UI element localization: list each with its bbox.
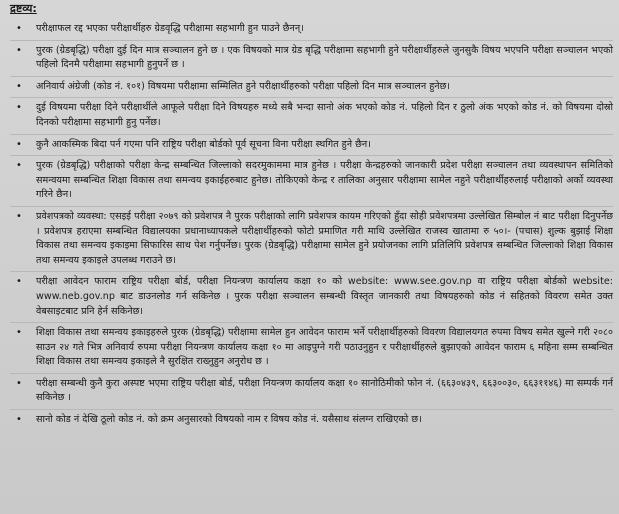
bullet-icon: • bbox=[16, 44, 22, 56]
note-text: शिक्षा विकास तथा समन्वय इकाइहरुले पुरक (ग्रेडबृद्धि) परीक्षामा सामेल हुन आवेदन फाराम भर्ने परीक्षार्थीहरुको विवरण विद्यालयगत रुपमा विषय समेत खुल्ने गरी २०८० साउन २४ गते भित्र अनिवार्य रुपमा परीक्षा नियन्त्रण कार्यालय कक्षा १० मा आइपुग्ने गरी पठाउनुहुन र परीक्षार्थीहरुले बुझाएको आवेदन फाराम ६ महिना सम्म सम्बन्धित शिक्षा विकास तथा समन्वय इकाइले नै सुरक्षित राख्नुहुन अनुरोध छ । bbox=[36, 327, 613, 368]
list-item bbox=[10, 206, 613, 271]
notes-list bbox=[10, 19, 613, 431]
list-item bbox=[10, 19, 613, 40]
bullet-icon: • bbox=[16, 23, 22, 34]
bullet-icon: • bbox=[16, 102, 22, 114]
note-text: कुनै आकस्मिक बिदा पर्न गएमा पनि राष्ट्रिय परीक्षा बोर्डको पूर्व सूचना विना परीक्षा स्थगित हुने छैन। bbox=[36, 138, 371, 150]
bullet-icon: • bbox=[16, 377, 22, 389]
bullet-icon: • bbox=[16, 210, 22, 222]
note-text: प्रवेशपत्रको व्यवस्था: एसइई परीक्षा २०७९ को प्रवेशपत्र नै पुरक परीक्षाको लागि प्रवेशपत्र कायम गरिएको हुँदा सोही प्रवेशपत्रमा उल्लेखित सिम्बोल नं बाट परीक्षा दिनुपर्नेछ । प्रवेशपत्र हराएमा सम्बन्धित विद्यालयका प्रधानाध्यापकले परीक्षार्थीहरुको फोटो प्रमाणित गरी माथि उल्लेखित राजस्व खातामा रु ५०।- (पचास) शुल्क बुझाई शिक्षा विकास तथा समन्वय इकाइमा सिफारिस साथ पेश गर्नुपर्नेछ। पुरक (ग्रेडबृद्धि) परीक्षामा सामेल हुने प्रयोजनका लागि प्रतिलिपि प्रवेशपत्र सम्बन्धित जिल्लाको शिक्षा विकास तथा समन्वय इकाइले उपलब्ध गराउने छ। bbox=[36, 210, 613, 266]
notes-heading: द्रष्टव्य: bbox=[10, 2, 37, 15]
list-item bbox=[10, 271, 613, 322]
note-text: पुरक (ग्रेडबृद्धि) परीक्षा दुई दिन मात्र सञ्चालन हुने छ । एक विषयको मात्र ग्रेड बृद्धि परीक्षामा सहभागी हुने परीक्षार्थीहरुले जुनसुकै विषय भएपनि परीक्षा सञ्चालन भएको पहिलो दिनमै परीक्षामा सहभागी हुनुपर्ने छ । bbox=[36, 44, 613, 71]
list-item bbox=[10, 322, 613, 373]
bullet-icon: • bbox=[16, 80, 22, 92]
note-text: परीक्षाफल रद्द भएका परीक्षार्थीहरु ग्रेडवृद्धि परीक्षामा सहभागी हुन पाउने छैनन्। bbox=[36, 23, 304, 34]
note-text: अनिवार्य अंग्रेजी (कोड नं. १०१) विषयमा परीक्षामा सम्मिलित हुने परीक्षार्थीहरुको परीक्षा पहिलो दिन मात्र सञ्चालन हुनेछ। bbox=[36, 80, 450, 92]
bullet-icon: • bbox=[16, 160, 22, 172]
bullet-icon: • bbox=[16, 138, 22, 150]
note-text: परीक्षा आवेदन फाराम राष्ट्रिय परीक्षा बोर्ड, परीक्षा नियन्त्रण कार्यालय कक्षा १० को website: www.see.gov.np वा राष्ट्रिय परीक्षा बोर्डको website: www.neb.gov.np बाट डाउनलोड गर्न सकिनेछ । पुरक परीक्षा सञ्चालन सम्बन्धी विस्तृत जानकारी तथा विषयहरुको कोड नं सहितको विवरण समेत उक्त वेबसाइटबाट प्रनि हेर्न सकिनेछ। bbox=[36, 276, 613, 317]
list-item bbox=[10, 97, 613, 133]
note-text: दुई विषयमा परीक्षा दिने परीक्षार्थीले आफूले परीक्षा दिने विषयहरु मध्ये सबै भन्दा सानो अंक भएको कोड नं. पहिलो दिन र ठुलो अंक भएको कोड नं. को विषयमा दोस्रो दिनको परीक्षामा सहभागी हुनु पर्नेछ। bbox=[36, 102, 613, 128]
list-item bbox=[10, 134, 613, 156]
bullet-icon: • bbox=[16, 414, 22, 426]
note-text: पुरक (ग्रेडबृद्धि) परीक्षाको परीक्षा केन्द्र सम्बन्धित जिल्लाको सदरमुकाममा मात्र हुनेछ । परीक्षा केन्द्रहरुको जानकारी प्रदेश परीक्षा सञ्चालन तथा व्यवस्थापन समितिको समन्वयमा सम्बन्धित शिक्षा विकास तथा समन्वय इकाईहरुबाट हुनेछ। तोकिएको केन्द्र र तालिका अनुसार परीक्षामा सामेल नहुने परीक्षार्थीहरुलाई परीक्षाको अर्को व्यवस्था गरिने छैन। bbox=[36, 160, 613, 201]
list-item bbox=[10, 40, 613, 76]
list-item bbox=[10, 76, 613, 98]
note-text: परीक्षा सम्बन्धी कुनै कुरा अस्पष्ट भएमा राष्ट्रिय परीक्षा बोर्ड, परीक्षा नियन्त्रण कार्यालय कक्षा १० सानोठिमीको फोन नं. (६६३०४३९, ६६३००३०, ६६३११४६) मा सम्पर्क गर्न सकिनेछ । bbox=[36, 377, 613, 404]
list-item bbox=[10, 373, 613, 409]
list-item bbox=[10, 155, 613, 206]
bullet-icon: • bbox=[16, 327, 22, 339]
note-text: सानो कोड नं देखि ठूलो कोड नं. को क्रम अनुसारको विषयको नाम र विषय कोड नं. यसैसाथ संलग्न राखिएको छ। bbox=[36, 414, 422, 426]
list-item bbox=[10, 409, 613, 431]
bullet-icon: • bbox=[16, 276, 22, 288]
